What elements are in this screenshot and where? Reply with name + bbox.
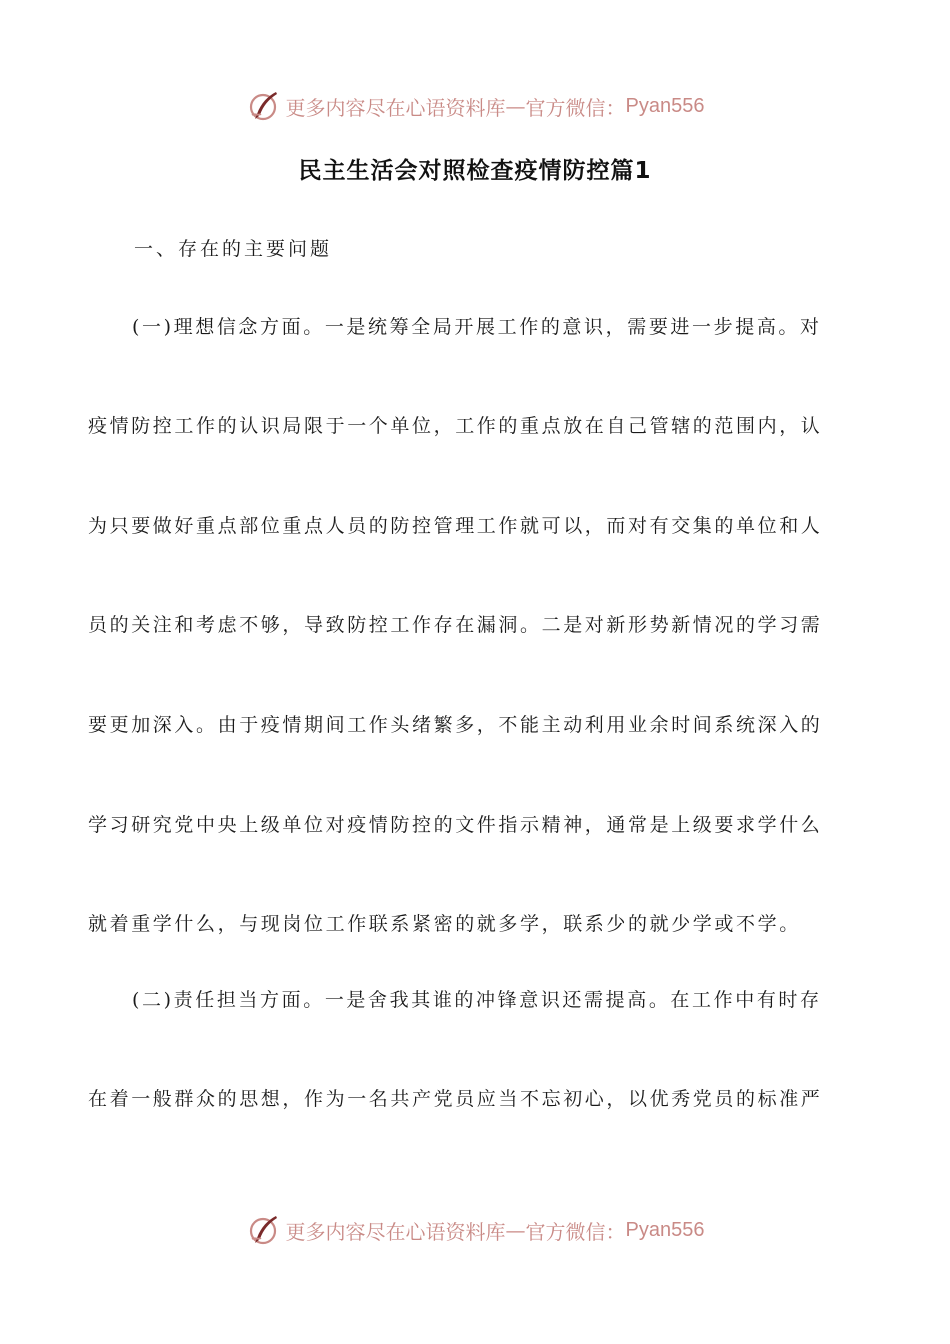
watermark-label: 官方微信： (525, 1219, 626, 1244)
section-heading: 一、存在的主要问题 (134, 238, 333, 260)
quill-logo-icon (246, 88, 282, 124)
document-title: 民主生活会对照检查疫情防控篇1 (298, 158, 652, 184)
watermark-banner-bottom (0, 1208, 950, 1252)
watermark-banner-top (0, 84, 950, 128)
body-line: 要更加深入。由于疫情期间工作头绪繁多，不能主动利用业余时间系统深入的 (88, 714, 823, 736)
body-line: (二)责任担当方面。一是舍我其谁的冲锋意识还需提高。在工作中有时存 (132, 989, 822, 1011)
watermark-separator: — (505, 1218, 526, 1242)
body-line: 员的关注和考虑不够，导致防控工作存在漏洞。二是对新形势新情况的学习需 (88, 614, 823, 636)
body-line: 在着一般群众的思想，作为一名共产党员应当不忘初心，以优秀党员的标准严 (88, 1088, 823, 1110)
quill-logo-icon (246, 1212, 282, 1248)
watermark-handle: Pyan556 (625, 94, 705, 117)
watermark-brand: 更多内容尽在心语资料库 (285, 1219, 506, 1244)
watermark-brand: 更多内容尽在心语资料库 (285, 95, 506, 120)
body-line: 疫情防控工作的认识局限于一个单位，工作的重点放在自己管辖的范围内，认 (88, 415, 823, 437)
watermark-handle: Pyan556 (625, 1218, 705, 1241)
watermark-label: 官方微信： (525, 95, 626, 120)
body-line: (一)理想信念方面。一是统筹全局开展工作的意识，需要进一步提高。对 (132, 316, 822, 338)
watermark-separator: — (505, 94, 526, 118)
body-line: 就着重学什么，与现岗位工作联系紧密的就多学，联系少的就少学或不学。 (88, 913, 801, 935)
body-line: 学习研究党中央上级单位对疫情防控的文件指示精神，通常是上级要求学什么 (88, 814, 823, 836)
body-line: 为只要做好重点部位重点人员的防控管理工作就可以，而对有交集的单位和人 (88, 515, 823, 537)
